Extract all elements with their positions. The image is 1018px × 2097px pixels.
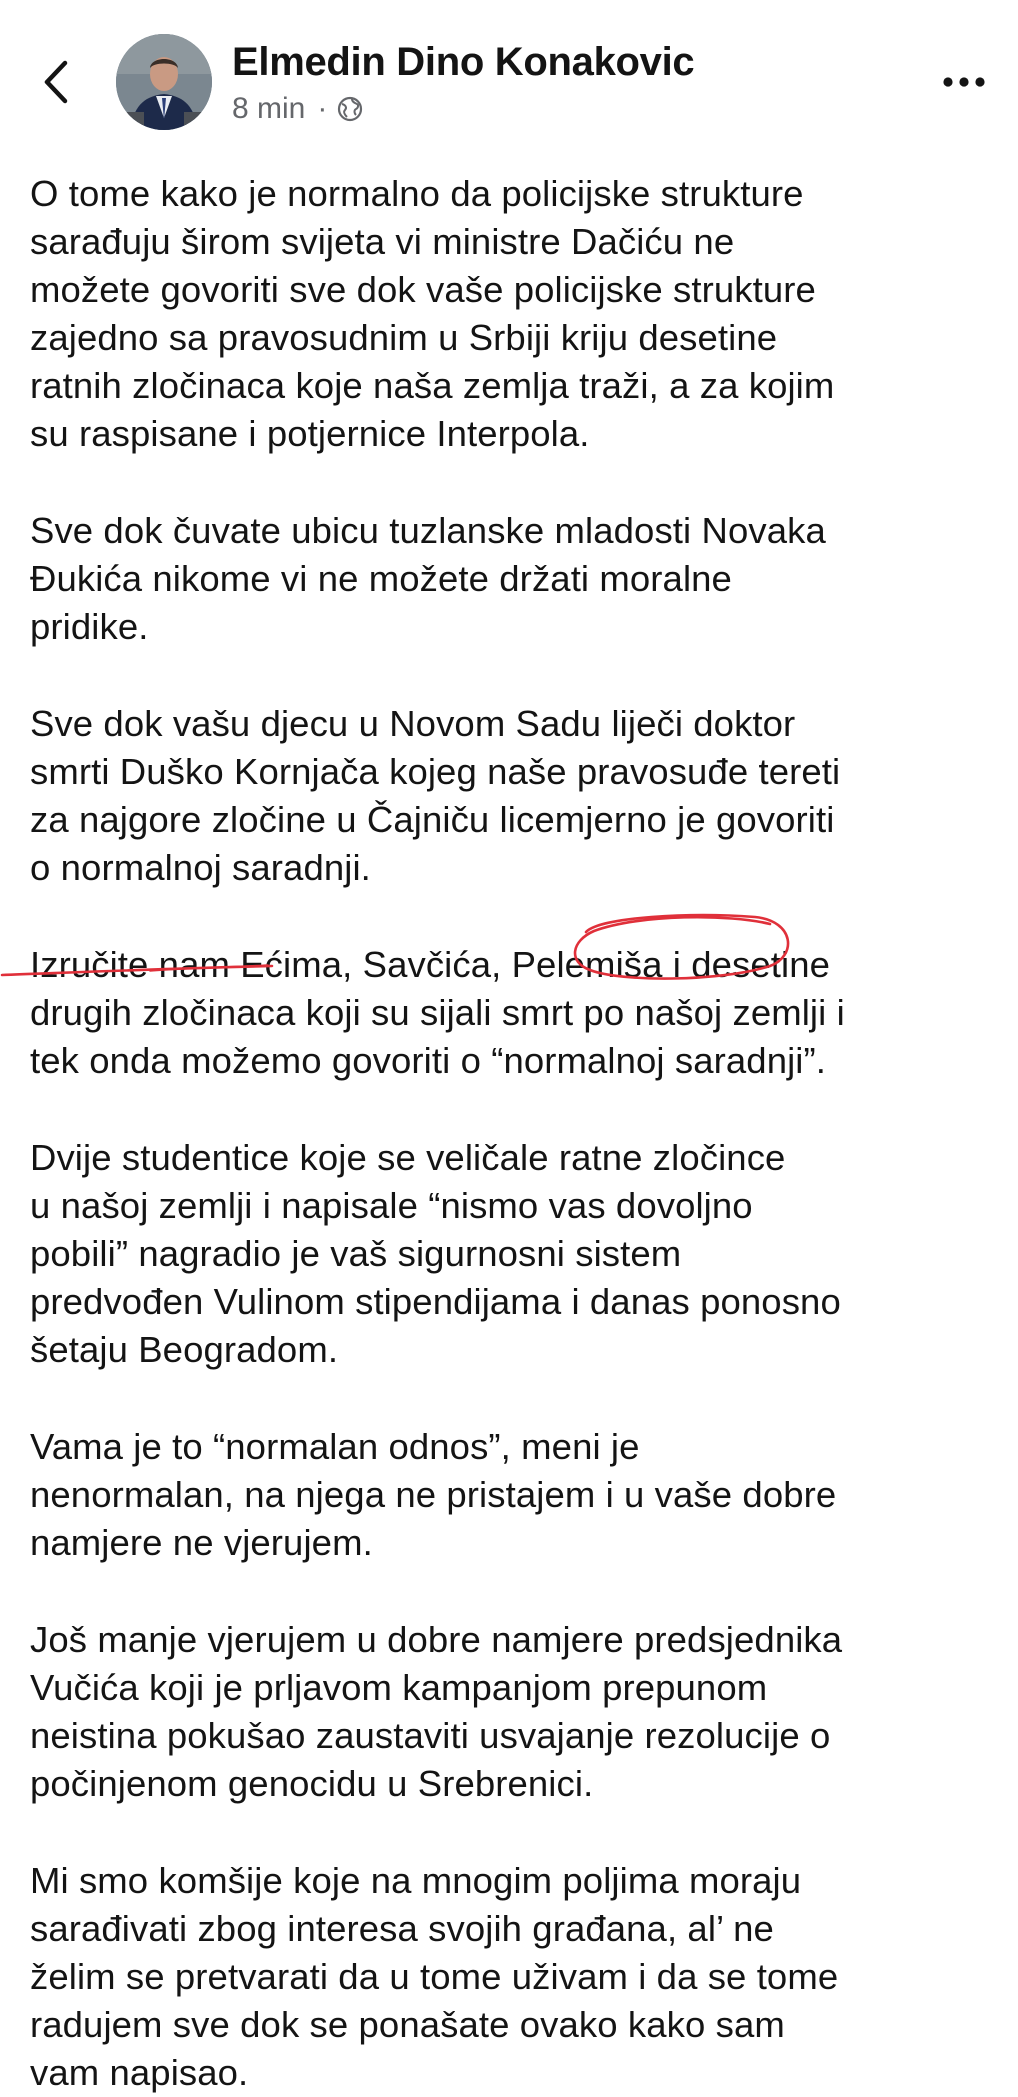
text-line: želim se pretvarati da u tome uživam i da se tome bbox=[30, 1956, 839, 1997]
author-name[interactable]: Elmedin Dino Konakovic bbox=[232, 40, 695, 84]
text-line: pobili” nagradio je vaš sigurnosni sistem bbox=[30, 1233, 682, 1274]
avatar-photo bbox=[116, 34, 212, 130]
text-line: su raspisane i potjernice Interpola. bbox=[30, 413, 590, 454]
text-line: ratnih zločinaca koje naša zemlja traži, a za kojim bbox=[30, 365, 835, 406]
avatar[interactable] bbox=[116, 34, 212, 130]
paragraph-gap bbox=[30, 1567, 998, 1616]
text-line: Sve dok čuvate ubicu tuzlanske mladosti Novaka bbox=[30, 510, 826, 551]
text-line: Mi smo komšije koje na mnogim poljima moraju bbox=[30, 1860, 802, 1901]
text-line: radujem sve dok se ponašate ovako kako sam bbox=[30, 2004, 785, 2045]
paragraph bbox=[30, 700, 998, 892]
text-line: pridike. bbox=[30, 606, 149, 647]
paragraph bbox=[30, 507, 998, 651]
text-line: nenormalan, na njega ne pristajem i u vaše dobre bbox=[30, 1474, 837, 1515]
text-line: neistina pokušao zaustaviti usvajanje rezolucije o bbox=[30, 1715, 831, 1756]
back-button[interactable] bbox=[28, 52, 84, 112]
text-line: počinjenom genocidu u Srebrenici. bbox=[30, 1763, 594, 1804]
paragraph-gap bbox=[30, 1374, 998, 1423]
paragraph-gap bbox=[30, 1085, 998, 1134]
paragraph bbox=[30, 941, 998, 1085]
text-line: u našoj zemlji i napisale “nismo vas dovoljno bbox=[30, 1185, 753, 1226]
text-line: Još manje vjerujem u dobre namjere predsjednika bbox=[30, 1619, 843, 1660]
paragraph-gap bbox=[30, 892, 998, 941]
chevron-left-icon bbox=[41, 59, 71, 105]
paragraph bbox=[30, 1857, 998, 2097]
more-options-button[interactable] bbox=[936, 62, 992, 102]
text-line: o normalnoj saradnji. bbox=[30, 847, 371, 888]
more-horizontal-icon bbox=[942, 76, 986, 88]
post-header bbox=[0, 0, 1018, 150]
text-line: Izručite nam Ećima, Savčića, Pelemiša i desetine bbox=[30, 944, 831, 985]
text-line: zajedno sa pravosudnim u Srbiji kriju desetine bbox=[30, 317, 778, 358]
text-line: za najgore zločine u Čajniču licemjerno je govoriti bbox=[30, 799, 835, 840]
text-line: Vučića koji je prljavom kampanjom prepunom bbox=[30, 1667, 768, 1708]
text-line: Đukića nikome vi ne možete držati moralne bbox=[30, 558, 732, 599]
paragraph-gap bbox=[30, 458, 998, 507]
text-line: drugih zločinaca koji su sijali smrt po našoj zemlji i bbox=[30, 992, 845, 1033]
text-line: tek onda možemo govoriti o “normalnoj saradnji”. bbox=[30, 1040, 827, 1081]
post-text bbox=[30, 170, 998, 2097]
paragraph bbox=[30, 170, 998, 458]
text-line: namjere ne vjerujem. bbox=[30, 1522, 373, 1563]
text-line: predvođen Vulinom stipendijama i danas ponosno bbox=[30, 1281, 841, 1322]
post-time[interactable]: 8 min bbox=[232, 92, 306, 125]
meta-separator: · bbox=[317, 92, 328, 125]
post-meta bbox=[232, 92, 363, 126]
paragraph-gap bbox=[30, 1808, 998, 1857]
paragraph bbox=[30, 1423, 998, 1567]
text-line: sarađuju širom svijeta vi ministre Dačiću ne bbox=[30, 221, 735, 262]
text-line: O tome kako je normalno da policijske strukture bbox=[30, 173, 804, 214]
paragraph-gap bbox=[30, 651, 998, 700]
text-line: Dvije studentice koje se veličale ratne zločince bbox=[30, 1137, 786, 1178]
text-line: Vama je to “normalan odnos”, meni je bbox=[30, 1426, 640, 1467]
text-line: Sve dok vašu djecu u Novom Sadu liječi doktor bbox=[30, 703, 796, 744]
paragraph bbox=[30, 1134, 998, 1374]
globe-icon bbox=[337, 96, 363, 122]
text-line: šetaju Beogradom. bbox=[30, 1329, 339, 1370]
paragraph bbox=[30, 1616, 998, 1808]
text-line: sarađivati zbog interesa svojih građana, al’ ne bbox=[30, 1908, 774, 1949]
text-line: možete govoriti sve dok vaše policijske strukture bbox=[30, 269, 816, 310]
text-line: smrti Duško Kornjača kojeg naše pravosuđe tereti bbox=[30, 751, 841, 792]
text-line: vam napisao. bbox=[30, 2052, 249, 2093]
